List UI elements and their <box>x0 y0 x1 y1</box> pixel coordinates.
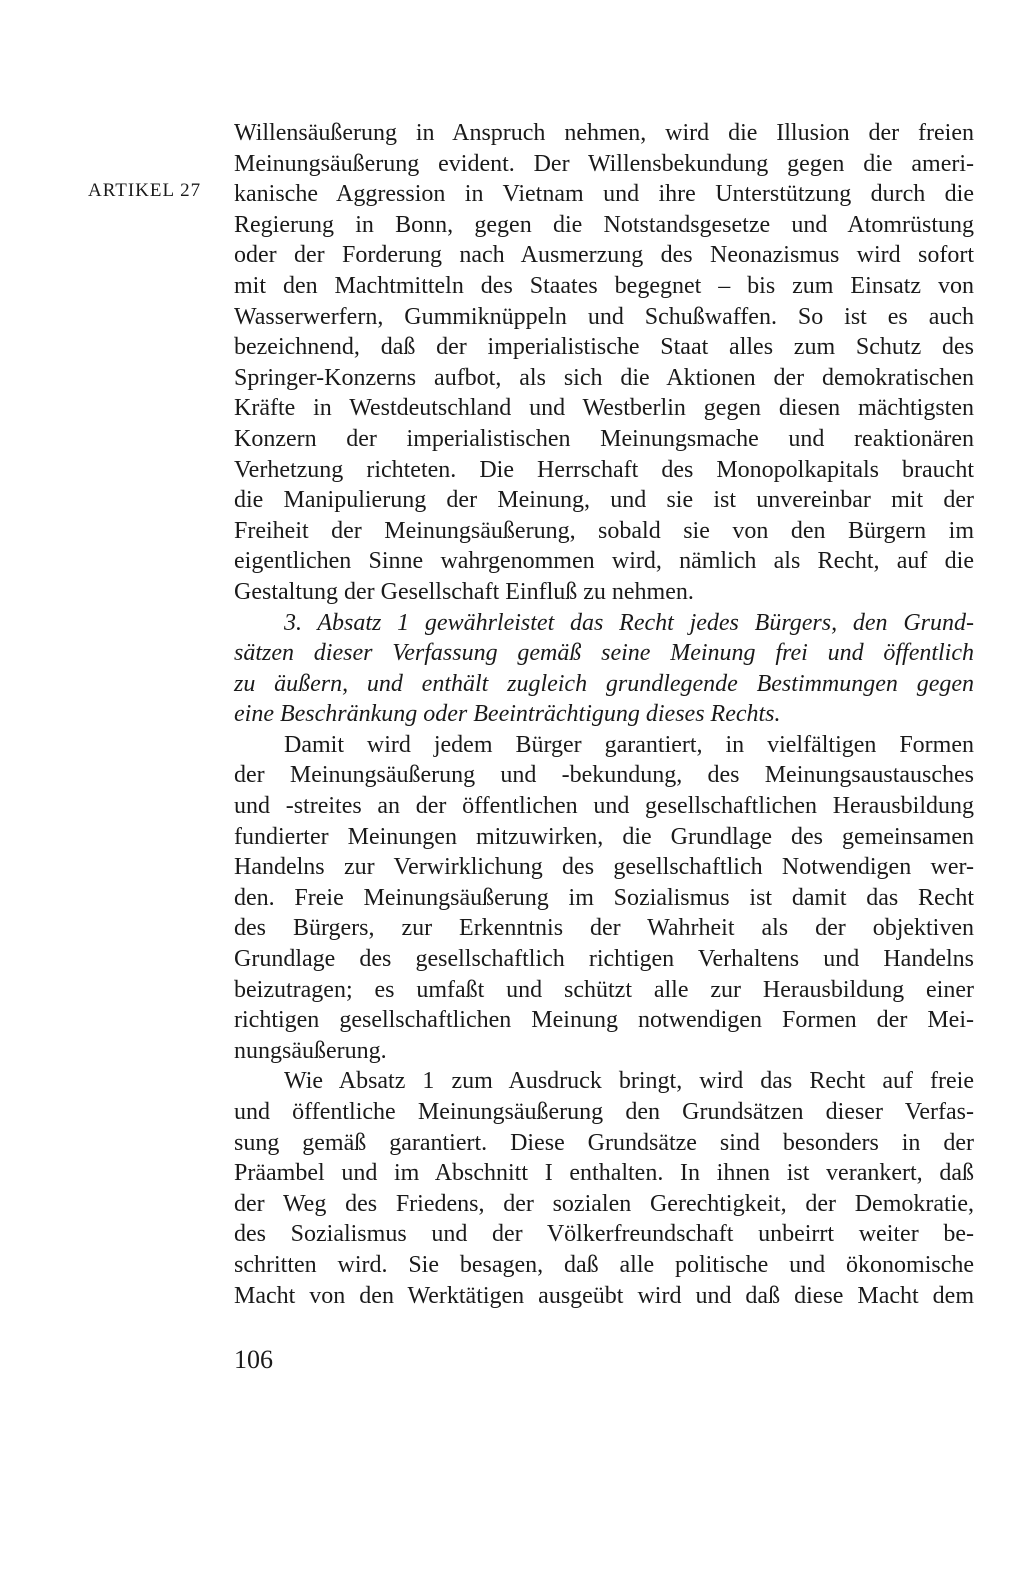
text-line: kanische Aggression in Vietnam und ihre Unterstützung durch die <box>234 181 974 208</box>
text-line: und öffentliche Meinungsäußerung den Grundsätzen dieser Verfas- <box>234 1099 974 1125</box>
text-line: die Manipulierung der Meinung, und sie ist unvereinbar mit der <box>234 487 974 514</box>
text-line: mit den Machtmitteln des Staates begegnet – bis zum Einsatz von <box>234 272 974 299</box>
margin-note-article: ARTIKEL 27 <box>88 180 202 201</box>
text-line: eigentlichen Sinne wahrgenommen wird, nämlich als Recht, auf die <box>234 548 974 575</box>
text-line: Willensäußerung in Anspruch nehmen, wird die Illusion der freien <box>234 120 974 146</box>
text-line: sätzen dieser Verfassung gemäß seine Meinung frei und öffentlich <box>234 640 974 667</box>
text-line: Damit wird jedem Bürger garantiert, in vielfältigen Formen <box>284 731 974 758</box>
text-line: Springer-Konzerns aufbot, als sich die Aktionen der demokratischen <box>234 364 974 391</box>
text-line: und -streites an der öffentlichen und gesellschaftlichen Herausbildung <box>234 793 974 820</box>
text-line: zu äußern, und enthält zugleich grundlegende Bestimmungen gegen <box>234 670 974 697</box>
text-line: fundierter Meinungen mitzuwirken, die Grundlage des gemeinsamen <box>234 823 974 850</box>
body-text <box>234 118 974 1311</box>
text-line: Grundlage des gesellschaftlich richtigen Verhaltens und Handelns <box>234 946 974 973</box>
page-number: 106 <box>234 1345 273 1374</box>
text-line: schritten wird. Sie besagen, daß alle politische und ökonomische <box>234 1251 974 1278</box>
text-line: nungsäußerung. <box>234 1037 387 1064</box>
text-line: beizutragen; es umfaßt und schützt alle zur Herausbildung einer <box>234 976 974 1003</box>
text-line: Freiheit der Meinungsäußerung, sobald sie von den Bürgern im <box>234 517 974 544</box>
text-line: richtigen gesellschaftlichen Meinung notwendigen Formen der Mei- <box>234 1007 974 1034</box>
text-line: des Sozialismus und der Völkerfreundschaft unbeirrt weiter be- <box>234 1221 974 1248</box>
text-line: sung gemäß garantiert. Diese Grundsätze sind besonders in der <box>234 1129 974 1156</box>
text-line: Regierung in Bonn, gegen die Notstandsgesetze und Atomrüstung <box>234 211 974 238</box>
text-line: der Weg des Friedens, der sozialen Gerechtigkeit, der Demokratie, <box>234 1190 974 1217</box>
text-line: des Bürgers, zur Erkenntnis der Wahrheit als der objektiven <box>234 915 974 942</box>
text-line: bezeichnend, daß der imperialistische Staat alles zum Schutz des <box>234 334 974 361</box>
text-line: oder der Forderung nach Ausmerzung des Neonazismus wird sofort <box>234 242 974 269</box>
text-line: 3. Absatz 1 gewährleistet das Recht jedes Bürgers, den Grund- <box>284 609 974 636</box>
text-line: der Meinungsäußerung und -bekundung, des Meinungsaustausches <box>234 762 974 789</box>
text-line: Wie Absatz 1 zum Ausdruck bringt, wird das Recht auf freie <box>284 1068 974 1095</box>
text-line: Meinungsäußerung evident. Der Willensbekundung gegen die ameri- <box>234 150 974 177</box>
text-line: den. Freie Meinungsäußerung im Sozialismus ist damit das Recht <box>234 884 974 911</box>
text-line: Wasserwerfern, Gummiknüppeln und Schußwaffen. So ist es auch <box>234 303 974 330</box>
text-line: Gestaltung der Gesellschaft Einfluß zu nehmen. <box>234 578 694 605</box>
text-line: Handelns zur Verwirklichung des gesellschaftlich Notwendigen wer- <box>234 854 974 881</box>
text-line: Kräfte in Westdeutschland und Westberlin gegen diesen mächtigsten <box>234 395 974 422</box>
text-line: Konzern der imperialistischen Meinungsmache und reaktionären <box>234 425 974 452</box>
text-line: Macht von den Werktätigen ausgeübt wird und daß diese Macht dem <box>234 1282 974 1309</box>
text-line: eine Beschränkung oder Beeinträchtigung dieses Rechts. <box>234 701 781 728</box>
text-line: Präambel und im Abschnitt I enthalten. In ihnen ist verankert, daß <box>234 1160 974 1187</box>
text-line: Verhetzung richteten. Die Herrschaft des Monopolkapitals braucht <box>234 456 974 483</box>
